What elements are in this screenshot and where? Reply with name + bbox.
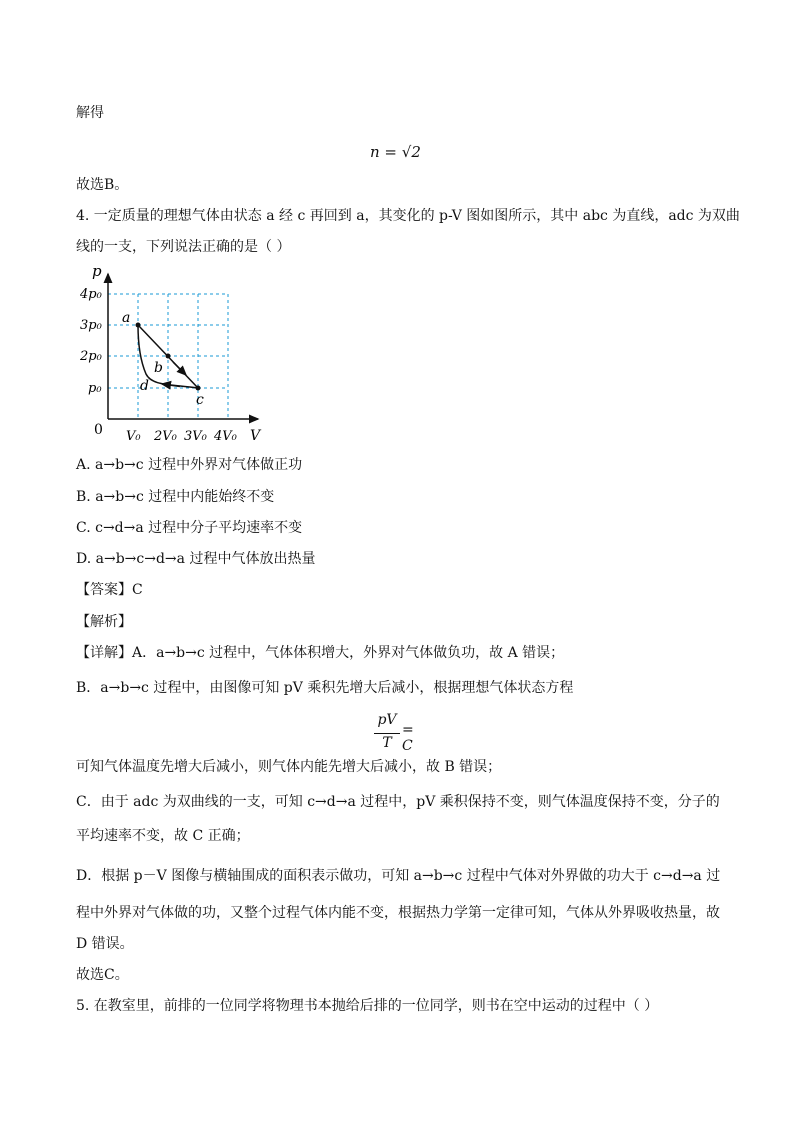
label-d: d: [140, 378, 149, 394]
label-b: b: [154, 360, 163, 376]
point-a: [136, 323, 141, 328]
axis-v-label: V: [250, 428, 261, 444]
option-a: A. a→b→c 过程中外界对气体做正功: [76, 457, 303, 473]
y-tick-4p0: 4p₀: [80, 287, 102, 302]
text-jiede: 解得: [76, 105, 104, 121]
question-4-line-2: 线的一支，下列说法正确的是（ ）: [76, 239, 291, 255]
frac-rhs: = C: [402, 722, 414, 754]
detail-c-1: C．由于 adc 为双曲线的一支，可知 c→d→a 过程中，pV 乘积保持不变，则气体温度保持不变，分子的: [76, 794, 720, 810]
x-tick-4v0: 4V₀: [214, 429, 237, 444]
frac-denominator: T: [382, 735, 392, 751]
text-choose-c: 故选C。: [76, 967, 129, 983]
detail-d-2: 程中外界对气体做的功，又整个过程气体内能不变，根据热力学第一定律可知，气体从外界吸收热量，故: [76, 905, 720, 921]
label-c: c: [196, 392, 204, 408]
x-tick-v0: V₀: [126, 429, 141, 444]
y-tick-3p0: 3p₀: [80, 318, 102, 333]
question-4-line-1: 4. 一定质量的理想气体由状态 a 经 c 再回到 a，其变化的 p-V 图如图所示，其中 abc 为直线，adc 为双曲: [76, 208, 740, 224]
text-choose-b: 故选B。: [76, 177, 129, 193]
point-b: [166, 354, 171, 359]
frac-bar: [374, 733, 400, 734]
option-c: C. c→d→a 过程中分子平均速率不变: [76, 520, 303, 536]
y-tick-2p0: 2p₀: [80, 349, 102, 364]
frac-numerator: pV: [377, 712, 397, 728]
point-c: [196, 386, 201, 391]
x-tick-3v0: 3V₀: [184, 429, 207, 444]
state-equation: [372, 712, 424, 752]
detail-b-2: 可知气体温度先增大后减小，则气体内能先增大后减小，故 B 错误；: [76, 759, 502, 775]
detail-d-3: D 错误。: [76, 936, 134, 952]
option-d: D. a→b→c→d→a 过程中气体放出热量: [76, 551, 316, 567]
detail-b-1: B．a→b→c 过程中，由图像可知 pV 乘积先增大后减小，根据理想气体状态方程: [76, 680, 574, 696]
option-b: B. a→b→c 过程中内能始终不变: [76, 489, 275, 505]
question-5: 5. 在教室里，前排的一位同学将物理书本抛给后排的一位同学，则书在空中运动的过程中（ ）: [76, 998, 659, 1014]
label-a: a: [122, 310, 131, 326]
detail-d-1: D．根据 p－V 图像与横轴围成的面积表示做功，可知 a→b→c 过程中气体对外界做的功大于 c→d→a 过: [76, 868, 721, 884]
y-tick-p0: p₀: [88, 381, 102, 396]
x-tick-2v0: 2V₀: [154, 429, 177, 444]
origin-label: 0: [94, 422, 103, 438]
arrow-bc: [173, 362, 186, 375]
pv-graph: [80, 262, 280, 450]
detail-a: 【详解】A．a→b→c 过程中，气体体积增大，外界对气体做负功，故 A 错误；: [76, 645, 565, 661]
detail-c-2: 平均速率不变，故 C 正确；: [76, 828, 250, 844]
analysis-label: 【解析】: [76, 614, 132, 630]
answer-label: 【答案】C: [76, 582, 143, 598]
equation-n: n = √2: [370, 143, 421, 161]
axis-p-label: p: [92, 262, 102, 280]
